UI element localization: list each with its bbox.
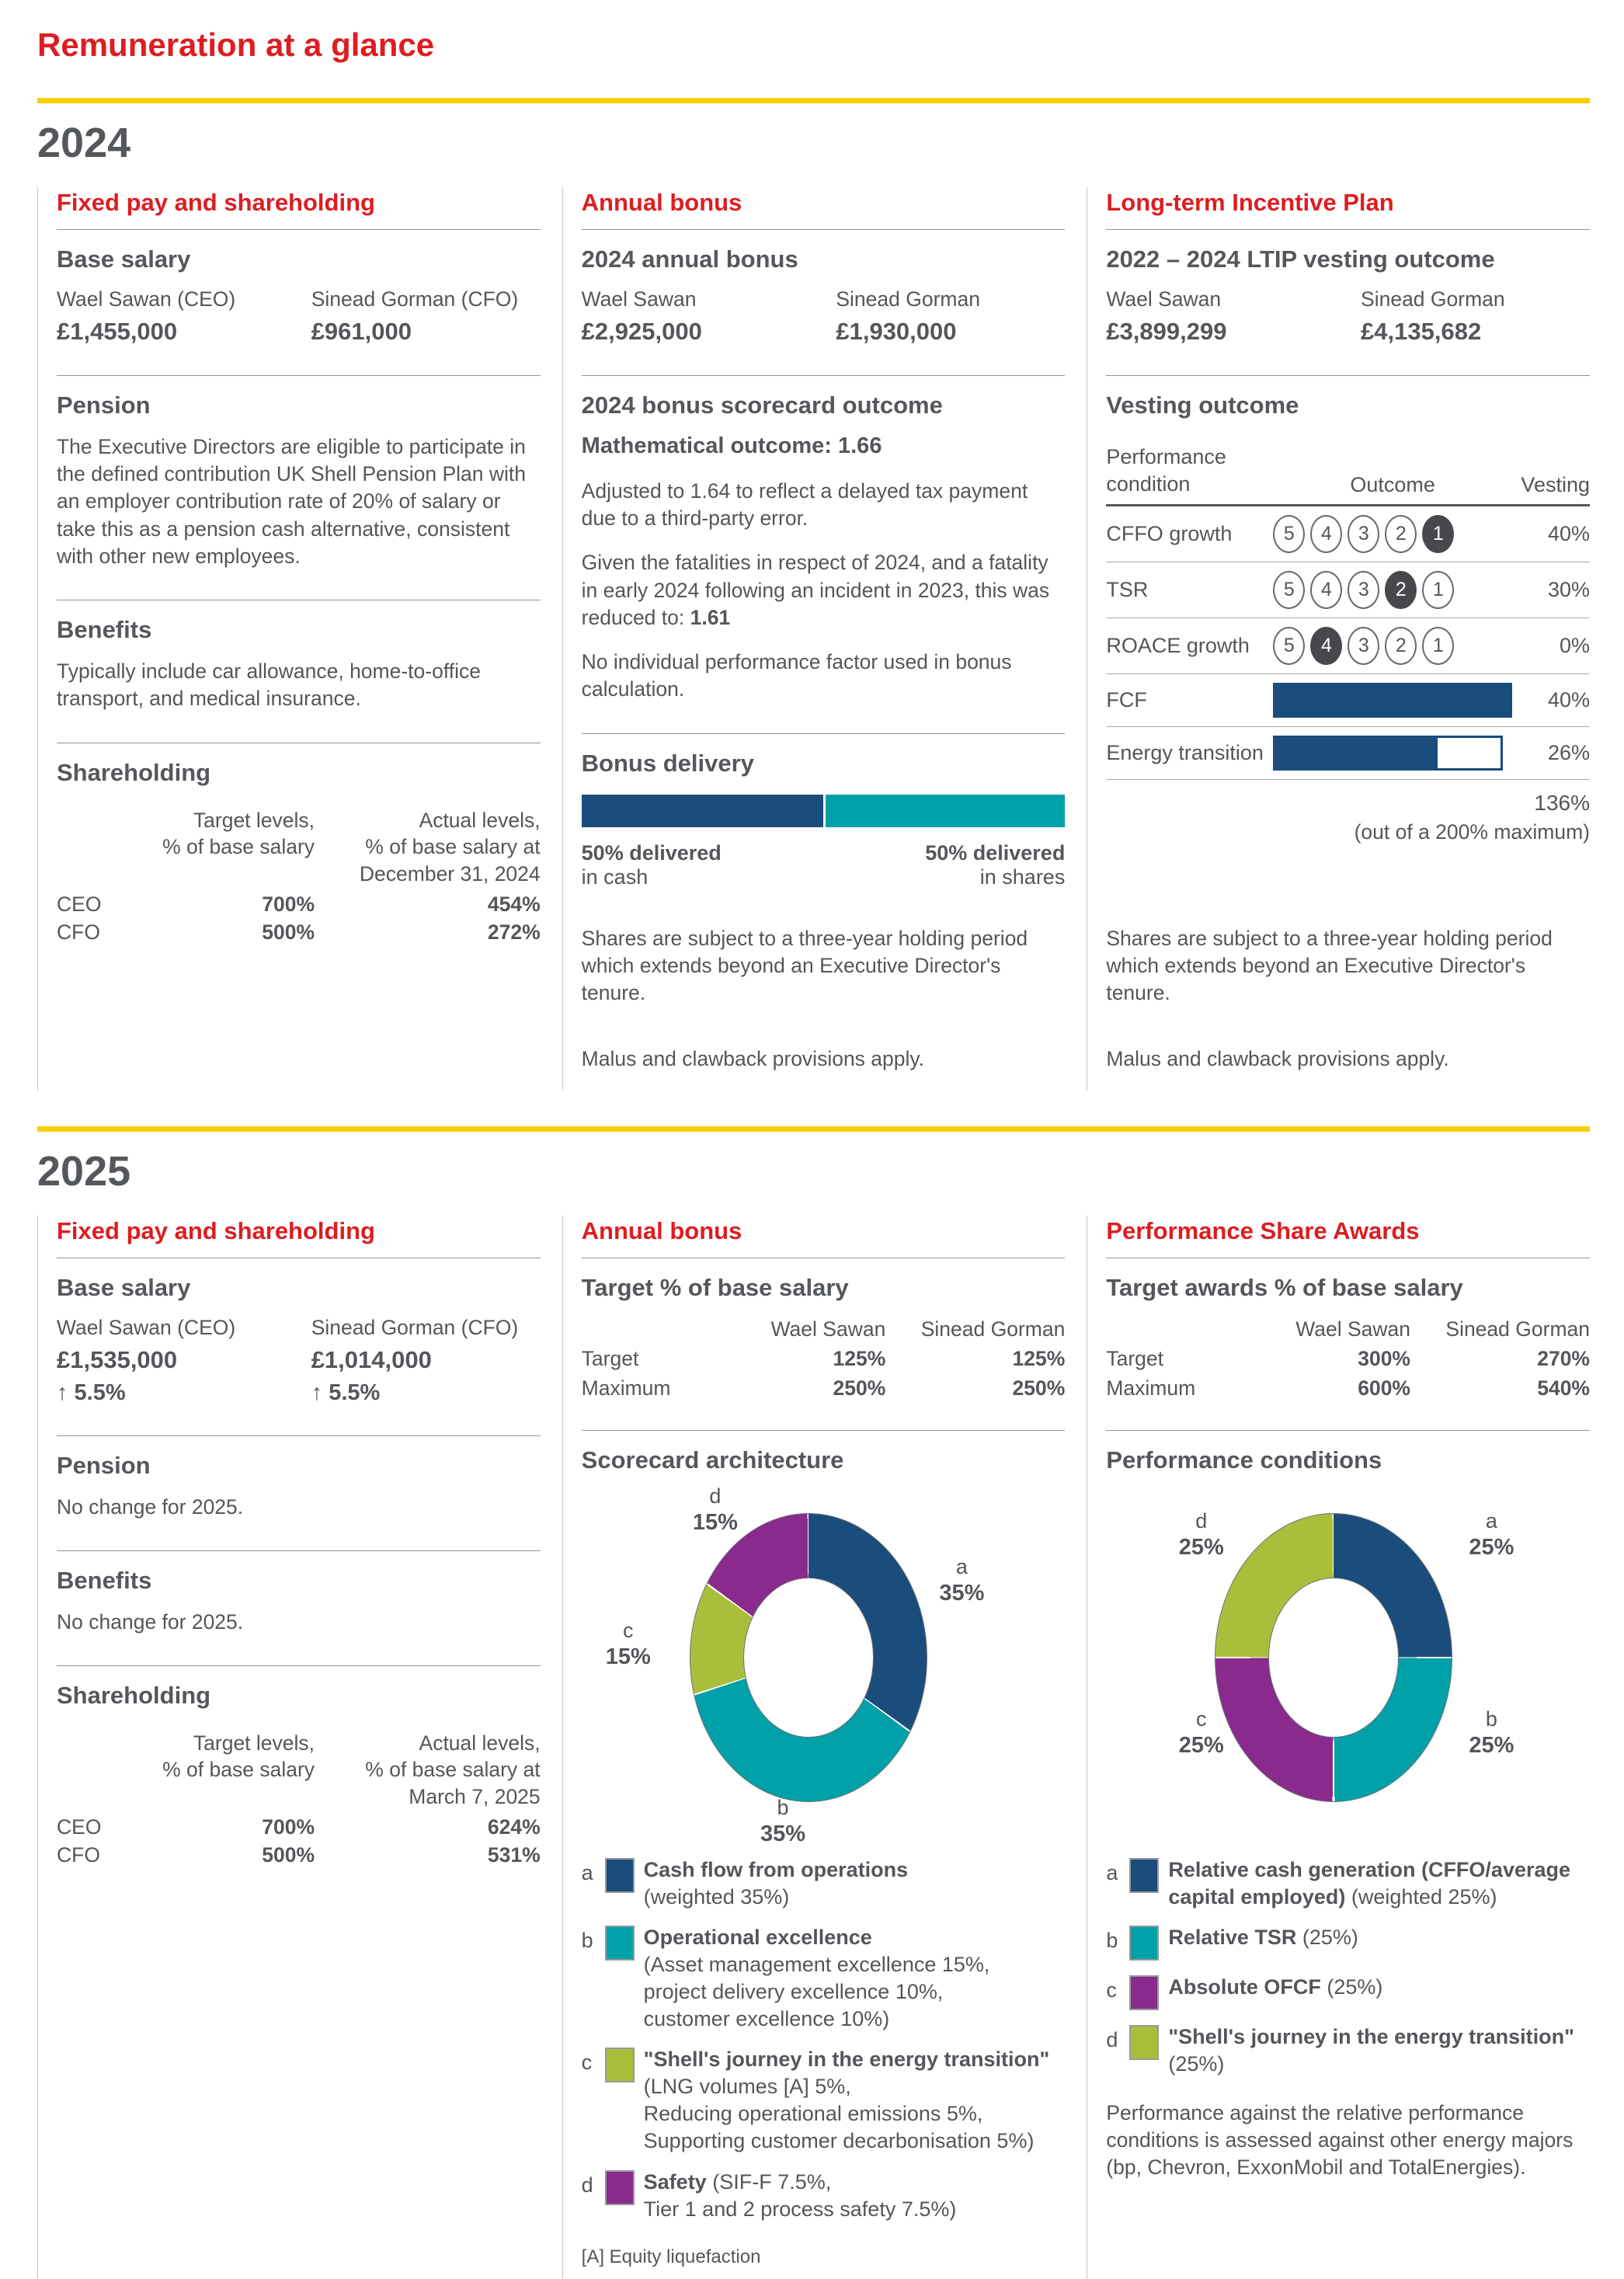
divider bbox=[1106, 375, 1590, 376]
divider bbox=[57, 229, 541, 230]
bonus-delivery-labels bbox=[582, 841, 1066, 889]
bonus-values bbox=[582, 287, 1066, 346]
divider bbox=[57, 375, 541, 376]
scorecard-donut-chart bbox=[582, 1484, 1066, 1847]
legend-item bbox=[1106, 2023, 1590, 2078]
performance-conditions-heading: Performance conditions bbox=[1106, 1446, 1382, 1474]
scale-pip: 5 bbox=[1273, 515, 1305, 553]
benefits-text: No change for 2025. bbox=[57, 1609, 244, 1634]
target-awards-table bbox=[1106, 1317, 1590, 1400]
person-ceo bbox=[582, 287, 822, 346]
divider bbox=[57, 1665, 541, 1666]
section-2025 bbox=[37, 1216, 1590, 2279]
target-awards-heading: Target awards % of base salary bbox=[1106, 1273, 1463, 1301]
no-factor-note: No individual performance factor used in bonus calculation. bbox=[581, 650, 1012, 701]
legend-swatch bbox=[1129, 2025, 1159, 2060]
ltip-notes bbox=[1106, 911, 1590, 1091]
legend-swatch bbox=[1129, 1975, 1159, 2010]
page-title: Remuneration at a glance bbox=[37, 26, 435, 63]
mathematical-outcome: Mathematical outcome: 1.66 bbox=[581, 433, 882, 458]
ceo-value: 125% bbox=[833, 1346, 886, 1370]
column-fixed-pay-2025 bbox=[37, 1216, 541, 2279]
legend-detail: (25%) bbox=[1296, 1925, 1358, 1949]
person-amount: £1,455,000 bbox=[57, 318, 178, 345]
person-ceo bbox=[57, 287, 297, 346]
segment-letter: a bbox=[955, 1555, 968, 1579]
holding-period-note: Shares are subject to a three-year holding period which extends beyond an Executive Director's tenure. bbox=[581, 926, 1028, 1005]
row-label: CFO bbox=[57, 920, 100, 944]
divider bbox=[1106, 1430, 1590, 1431]
target-value: 700% bbox=[262, 892, 315, 916]
legend-swatch bbox=[605, 1926, 635, 1961]
column-annual-bonus-2025 bbox=[562, 1216, 1066, 2279]
donut-hole bbox=[743, 1578, 874, 1738]
legend-text bbox=[644, 1924, 1066, 2033]
energy-transition-bar-fill bbox=[1275, 738, 1437, 768]
legend-text bbox=[1168, 1856, 1590, 1911]
shares-text: in shares bbox=[979, 865, 1066, 889]
column-header-cfo: Sinead Gorman bbox=[1445, 1317, 1590, 1341]
column-performance-share-awards-2025 bbox=[1087, 1216, 1590, 2279]
outcome-scale bbox=[1273, 515, 1512, 553]
segment-percent: 15% bbox=[605, 1644, 651, 1670]
legend-swatch bbox=[1129, 1858, 1159, 1893]
scale-pip: 3 bbox=[1348, 627, 1379, 665]
legend-item bbox=[582, 2169, 1066, 2223]
scale-pip: 2 bbox=[1385, 515, 1417, 553]
annual-bonus-heading: 2024 annual bonus bbox=[581, 245, 798, 273]
table-row bbox=[1106, 562, 1590, 618]
vesting-header: Vesting bbox=[1521, 473, 1590, 497]
shares-pct: 50% delivered bbox=[925, 840, 1066, 865]
legend-letter: c bbox=[581, 2051, 593, 2075]
salary-increase: ↑ 5.5% bbox=[311, 1380, 381, 1405]
ceo-value: 250% bbox=[833, 1376, 886, 1400]
base-salary-heading: Base salary bbox=[57, 1273, 191, 1301]
malus-note: Malus and clawback provisions apply. bbox=[581, 1047, 925, 1071]
shareholding-table bbox=[57, 807, 541, 945]
benefits-heading: Benefits bbox=[57, 1566, 152, 1594]
shares-bar-segment bbox=[823, 795, 1065, 827]
adjusted-note: Adjusted to 1.64 to reflect a delayed tax payment due to a third-party error. bbox=[581, 479, 1028, 531]
person-ceo bbox=[57, 1316, 297, 1406]
donut-label-c bbox=[1179, 1707, 1224, 1759]
column-header: Fixed pay and shareholding bbox=[57, 1216, 375, 1244]
shareholding-heading: Shareholding bbox=[57, 758, 211, 786]
donut-hole bbox=[1268, 1578, 1399, 1738]
legend-text bbox=[1168, 2023, 1590, 2078]
segment-letter: a bbox=[1485, 1508, 1497, 1533]
base-salary-values bbox=[57, 287, 541, 346]
salary-increase: ↑ 5.5% bbox=[57, 1380, 126, 1405]
legend-letter: d bbox=[581, 2173, 593, 2197]
segment-letter: b bbox=[777, 1796, 789, 1820]
donut-label-d bbox=[1179, 1509, 1224, 1561]
scale-pip: 3 bbox=[1348, 515, 1379, 553]
shares-label bbox=[925, 841, 1065, 889]
donut-label-a bbox=[939, 1555, 984, 1606]
legend-detail: (LNG volumes [A] 5%, Reducing operational emissions 5%, Supporting customer decarbonisation 5%) bbox=[643, 2075, 1035, 2153]
vesting-outcome-table bbox=[1106, 435, 1590, 780]
column-header-target: Target levels, % of base salary bbox=[162, 808, 315, 859]
pension-text: No change for 2025. bbox=[57, 1494, 244, 1519]
column-header-cfo: Sinead Gorman bbox=[920, 1317, 1066, 1341]
outcome-header: Outcome bbox=[1350, 473, 1435, 497]
ceo-value: 300% bbox=[1358, 1346, 1410, 1370]
person-name: Wael Sawan bbox=[581, 287, 697, 311]
person-ceo bbox=[1106, 287, 1347, 346]
column-header-ceo: Wael Sawan bbox=[1295, 1317, 1410, 1341]
legend-detail: (weighted 35%) bbox=[643, 1884, 790, 1908]
legend-item bbox=[1106, 1924, 1590, 1961]
legend-swatch bbox=[605, 2048, 635, 2082]
legend-swatch bbox=[605, 1858, 635, 1893]
column-header: Annual bonus bbox=[581, 189, 742, 216]
column-header-actual: Actual levels, % of base salary at March 7, 2025 bbox=[365, 1731, 541, 1808]
base-salary-heading: Base salary bbox=[57, 245, 191, 273]
segment-letter: c bbox=[623, 1619, 634, 1643]
cash-label bbox=[582, 841, 722, 889]
condition-label: FCF bbox=[1106, 688, 1147, 712]
legend-letter: c bbox=[1106, 1978, 1117, 2002]
relative-performance-note: Performance against the relative performance conditions is assessed against other energy majors (bp, Chevron, ExxonMobil and TotalEnergies). bbox=[1106, 2100, 1574, 2180]
segment-percent: 35% bbox=[939, 1581, 985, 1606]
column-header-ceo: Wael Sawan bbox=[770, 1317, 886, 1341]
malus-note: Malus and clawback provisions apply. bbox=[1106, 1047, 1449, 1071]
empty-cell bbox=[57, 807, 138, 889]
scale-pip: 1 bbox=[1422, 571, 1454, 609]
condition-header: Performance condition bbox=[1106, 445, 1226, 496]
donut-label-a bbox=[1469, 1509, 1514, 1561]
divider bbox=[57, 1550, 541, 1551]
scale-pip: 1 bbox=[1422, 515, 1454, 553]
section-divider-2024 bbox=[37, 98, 1590, 103]
year-heading-2025: 2025 bbox=[37, 1147, 131, 1195]
column-ltip-2024 bbox=[1087, 187, 1590, 1091]
segment-letter: d bbox=[1195, 1508, 1208, 1533]
ceo-value: 600% bbox=[1358, 1376, 1410, 1400]
bonus-notes bbox=[582, 911, 1066, 1091]
bonus-delivery-heading: Bonus delivery bbox=[581, 749, 754, 777]
legend-letter: a bbox=[1106, 1860, 1118, 1884]
legend-term: Operational excellence bbox=[643, 1925, 872, 1949]
vesting-total-note: (out of a 200% maximum) bbox=[1354, 820, 1590, 844]
cfo-value: 125% bbox=[1012, 1346, 1066, 1370]
legend-detail: (25%) bbox=[1320, 1975, 1383, 1999]
donut-label-b bbox=[760, 1796, 805, 1847]
equity-liquefaction-footnote: [A] Equity liquefaction bbox=[581, 2246, 761, 2267]
legend-letter: a bbox=[581, 1860, 593, 1884]
target-table bbox=[582, 1317, 1066, 1400]
scorecard-outcome-heading: 2024 bonus scorecard outcome bbox=[581, 391, 943, 419]
legend-item bbox=[582, 2046, 1066, 2155]
person-name: Wael Sawan (CEO) bbox=[57, 1315, 236, 1339]
legend-letter: b bbox=[581, 1928, 593, 1952]
row-label: CEO bbox=[57, 892, 102, 916]
reduced-note bbox=[582, 549, 1066, 632]
legend-swatch bbox=[1129, 1926, 1159, 1961]
vesting-total: 136% bbox=[1534, 791, 1590, 816]
legend-item bbox=[582, 1924, 1066, 2033]
legend-detail: (25%) bbox=[1168, 2051, 1225, 2075]
scorecard-legend bbox=[582, 1856, 1066, 2223]
legend-item bbox=[582, 1856, 1066, 1911]
person-amount: £4,135,682 bbox=[1361, 318, 1482, 345]
person-cfo bbox=[311, 1316, 541, 1406]
person-name: Sinead Gorman bbox=[1361, 287, 1505, 311]
column-header: Long-term Incentive Plan bbox=[1106, 189, 1394, 216]
actual-value: 454% bbox=[487, 892, 541, 916]
row-label: Target bbox=[581, 1346, 639, 1370]
pension-heading: Pension bbox=[57, 1451, 151, 1479]
scale-pip: 4 bbox=[1310, 627, 1342, 665]
cash-pct: 50% delivered bbox=[581, 840, 722, 865]
person-cfo bbox=[836, 287, 1065, 346]
legend-text bbox=[644, 2169, 1066, 2223]
divider bbox=[582, 375, 1066, 376]
table-row bbox=[1106, 506, 1590, 562]
benefits-text: Typically include car allowance, home-to-office transport, and medical insurance. bbox=[57, 659, 481, 711]
year-heading-2024: 2024 bbox=[37, 120, 131, 166]
table-row bbox=[1106, 727, 1590, 780]
segment-letter: c bbox=[1195, 1707, 1207, 1731]
actual-value: 272% bbox=[487, 920, 541, 944]
outcome-scale bbox=[1273, 627, 1512, 665]
donut-label-b bbox=[1469, 1707, 1514, 1759]
person-name: Sinead Gorman (CFO) bbox=[311, 287, 519, 311]
scale-pip: 3 bbox=[1348, 571, 1379, 609]
section-2024 bbox=[37, 187, 1590, 1091]
column-header-target: Target levels, % of base salary bbox=[162, 1731, 315, 1782]
vesting-value: 0% bbox=[1559, 634, 1590, 658]
legend-term: Absolute OFCF bbox=[1168, 1975, 1321, 1999]
cfo-value: 270% bbox=[1537, 1346, 1590, 1370]
vesting-value: 40% bbox=[1547, 688, 1590, 712]
legend-text bbox=[644, 2046, 1066, 2155]
condition-label: CFFO growth bbox=[1106, 522, 1233, 546]
legend-letter: d bbox=[1106, 2027, 1118, 2051]
scale-pip: 2 bbox=[1385, 627, 1417, 665]
base-salary-values bbox=[57, 1316, 541, 1406]
empty-cell bbox=[57, 1730, 138, 1811]
person-name: Wael Sawan (CEO) bbox=[57, 287, 236, 311]
column-annual-bonus-2024 bbox=[562, 187, 1066, 1091]
divider bbox=[57, 1435, 541, 1436]
shareholding-heading: Shareholding bbox=[57, 1682, 211, 1710]
empty-cell bbox=[582, 1317, 722, 1341]
segment-percent: 35% bbox=[760, 1821, 806, 1847]
performance-conditions-legend bbox=[1106, 1856, 1590, 2078]
segment-percent: 25% bbox=[1469, 1733, 1514, 1759]
energy-transition-progress-bar bbox=[1273, 736, 1502, 771]
target-value: 700% bbox=[262, 1815, 315, 1839]
scale-pip: 4 bbox=[1310, 571, 1342, 609]
person-amount: £2,925,000 bbox=[581, 318, 702, 345]
actual-value: 531% bbox=[487, 1843, 541, 1867]
scale-pip: 1 bbox=[1422, 627, 1454, 665]
scale-pip: 5 bbox=[1273, 627, 1305, 665]
cash-text: in cash bbox=[581, 865, 649, 889]
vesting-value: 40% bbox=[1547, 522, 1590, 546]
column-header: Annual bonus bbox=[581, 1216, 742, 1244]
segment-letter: d bbox=[709, 1484, 722, 1508]
legend-swatch bbox=[605, 2170, 635, 2205]
ltip-vesting-heading: 2022 – 2024 LTIP vesting outcome bbox=[1106, 245, 1495, 273]
legend-term: Safety bbox=[643, 2169, 707, 2194]
outcome-bar-cell bbox=[1273, 683, 1512, 718]
shareholding-table bbox=[57, 1730, 541, 1867]
legend-text bbox=[644, 1856, 1066, 1911]
person-cfo bbox=[1361, 287, 1590, 346]
divider bbox=[582, 229, 1066, 230]
scale-pip: 4 bbox=[1310, 515, 1342, 553]
segment-percent: 25% bbox=[1469, 1534, 1514, 1560]
legend-term: Relative TSR bbox=[1168, 1925, 1297, 1949]
row-label: Maximum bbox=[581, 1376, 671, 1400]
divider bbox=[1106, 229, 1590, 230]
reduced-value: 1.61 bbox=[690, 605, 731, 629]
target-value: 500% bbox=[262, 920, 315, 944]
donut-label-c bbox=[606, 1619, 651, 1670]
donut-label-d bbox=[693, 1484, 738, 1536]
legend-item bbox=[1106, 1856, 1590, 1911]
section-divider-2025 bbox=[37, 1126, 1590, 1132]
legend-term: "Shell's journey in the energy transition" bbox=[643, 2048, 1050, 2072]
divider bbox=[582, 1430, 1066, 1431]
condition-label: Energy transition bbox=[1106, 741, 1264, 765]
legend-text bbox=[1168, 1924, 1590, 1951]
outcome-scale bbox=[1273, 571, 1512, 609]
legend-detail: (weighted 25%) bbox=[1345, 1884, 1497, 1908]
pension-text: The Executive Directors are eligible to participate in the defined contribution UK Shell Pension Plan with an employer contribution rate of 20% of salary or take this as a pension cash alternative, consistent with other new employees. bbox=[57, 435, 526, 568]
person-cfo bbox=[311, 287, 541, 346]
column-header-actual: Actual levels, % of base salary at December 31, 2024 bbox=[359, 808, 541, 886]
table-row bbox=[1106, 618, 1590, 674]
holding-period-note: Shares are subject to a three-year holding period which extends beyond an Executive Director's tenure. bbox=[1106, 926, 1553, 1005]
column-fixed-pay-2024 bbox=[37, 187, 541, 1091]
segment-percent: 15% bbox=[692, 1509, 738, 1535]
scale-pip: 5 bbox=[1273, 571, 1305, 609]
table-row bbox=[1106, 674, 1590, 727]
vesting-outcome-heading: Vesting outcome bbox=[1106, 391, 1299, 419]
condition-label: ROACE growth bbox=[1106, 634, 1250, 658]
actual-value: 624% bbox=[487, 1815, 541, 1839]
row-label: CEO bbox=[57, 1815, 102, 1839]
legend-term: Relative cash generation (CFFO/average capital employed) bbox=[1168, 1857, 1571, 1908]
bonus-delivery-bar bbox=[582, 795, 1066, 827]
ltip-values bbox=[1106, 287, 1590, 346]
person-amount: £961,000 bbox=[311, 318, 412, 345]
scorecard-architecture-heading: Scorecard architecture bbox=[581, 1446, 844, 1474]
cfo-value: 250% bbox=[1012, 1376, 1066, 1400]
performance-conditions-donut-chart bbox=[1106, 1488, 1590, 1842]
column-header: Performance Share Awards bbox=[1106, 1216, 1420, 1244]
legend-term: Cash flow from operations bbox=[643, 1857, 909, 1881]
vesting-value: 26% bbox=[1547, 741, 1590, 765]
segment-percent: 25% bbox=[1178, 1534, 1224, 1560]
cfo-value: 540% bbox=[1537, 1376, 1590, 1400]
fcf-progress-bar bbox=[1273, 683, 1512, 718]
row-label: Target bbox=[1106, 1346, 1163, 1370]
person-name: Sinead Gorman bbox=[836, 287, 980, 311]
person-name: Wael Sawan bbox=[1106, 287, 1222, 311]
empty-cell bbox=[1106, 1317, 1247, 1341]
target-pct-heading: Target % of base salary bbox=[581, 1273, 849, 1301]
person-amount: £1,930,000 bbox=[836, 318, 957, 345]
cash-bar-segment bbox=[582, 795, 823, 827]
legend-item bbox=[1106, 1974, 1590, 2010]
person-amount: £1,535,000 bbox=[57, 1345, 178, 1373]
segment-percent: 25% bbox=[1178, 1733, 1224, 1759]
pension-heading: Pension bbox=[57, 391, 151, 419]
person-amount: £1,014,000 bbox=[311, 1345, 432, 1373]
segment-letter: b bbox=[1485, 1707, 1497, 1731]
table-header-row bbox=[1106, 435, 1590, 506]
scale-pip: 2 bbox=[1385, 571, 1417, 609]
legend-letter: b bbox=[1106, 1928, 1118, 1952]
divider bbox=[582, 733, 1066, 734]
benefits-heading: Benefits bbox=[57, 616, 152, 644]
legend-text bbox=[1168, 1974, 1590, 2001]
target-value: 500% bbox=[262, 1843, 315, 1867]
column-header: Fixed pay and shareholding bbox=[57, 189, 375, 216]
legend-detail: (Asset management excellence 15%, project delivery excellence 10%, customer excellence 10%) bbox=[643, 1952, 990, 2031]
vesting-value: 30% bbox=[1547, 578, 1590, 602]
person-name: Sinead Gorman (CFO) bbox=[311, 1315, 519, 1339]
outcome-bar-cell bbox=[1273, 736, 1512, 771]
reduced-note-text: Given the fatalities in respect of 2024, and a fatality in early 2024 following an incident in 2023, this was reduced to: bbox=[581, 551, 1050, 629]
legend-detail: (SIF-F 7.5%, Tier 1 and 2 process safety 7.5%) bbox=[643, 2169, 957, 2221]
person-amount: £3,899,299 bbox=[1106, 318, 1227, 345]
row-label: Maximum bbox=[1106, 1376, 1196, 1400]
condition-label: TSR bbox=[1106, 578, 1149, 602]
row-label: CFO bbox=[57, 1843, 100, 1867]
legend-term: "Shell's journey in the energy transition" bbox=[1168, 2024, 1574, 2048]
